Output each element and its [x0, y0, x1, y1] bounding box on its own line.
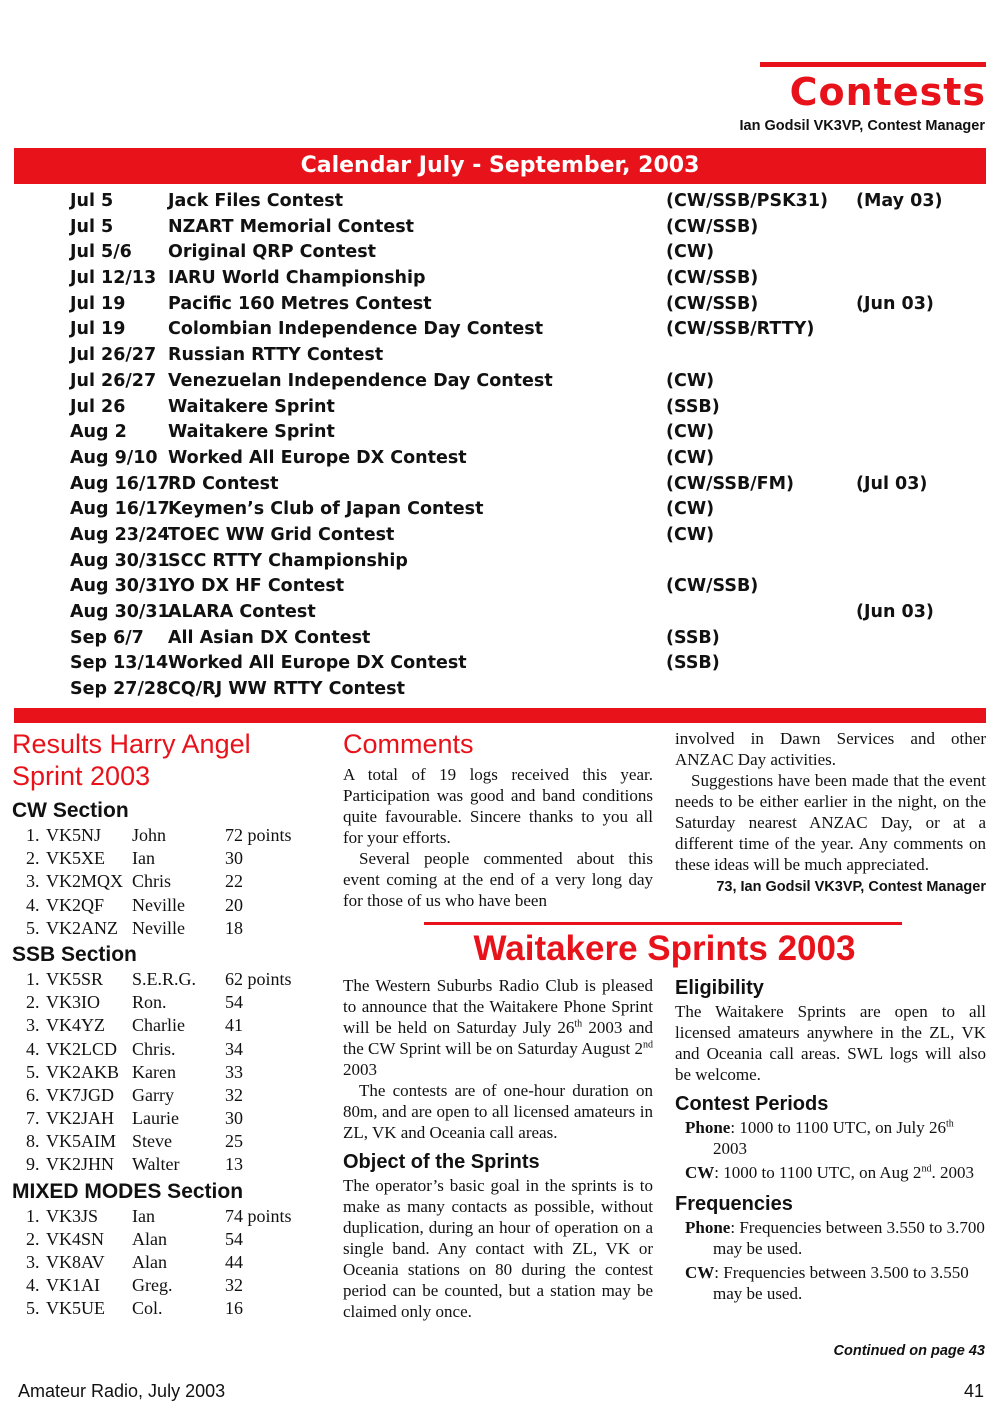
calendar-row [14, 316, 986, 342]
calendar-contest-name: Venezuelan Independence Day Contest [168, 370, 553, 391]
calendar-row [14, 188, 986, 214]
calendar-mode: (CW) [666, 422, 715, 443]
comments-continued [675, 728, 986, 895]
result-name: Chris [132, 871, 172, 892]
footer-publication: Amateur Radio, July 2003 [18, 1381, 226, 1401]
result-callsign: VK2QF [46, 894, 105, 915]
eligibility-text: The Waitakere Sprints are open to all licensed amateurs anywhere in the ZL, VK and Oceania call areas. SWL logs will also be welcome. [675, 1002, 986, 1084]
calendar-contest-name: SCC RTTY Championship [168, 550, 408, 571]
sprints-intro-b: 2003 and the CW Sprint will be on Saturday August 2 [343, 1018, 654, 1058]
result-points: 74 points [225, 1205, 292, 1226]
frequencies-heading: Frequencies [675, 1193, 793, 1215]
calendar-date: Jul 12/13 [70, 268, 157, 289]
eligibility-heading: Eligibility [675, 977, 764, 999]
result-points: 32 [225, 1275, 243, 1296]
comments-paragraph-1: A total of 19 logs received this year. Participation was good and band conditions quite favourable. Sincere thanks to you all for your efforts. [343, 765, 653, 847]
calendar-mode: (CW/SSB/RTTY) [666, 319, 815, 340]
result-name: Chris. [132, 1038, 176, 1059]
result-callsign: VK8AV [46, 1252, 105, 1272]
sprints-intro-sup2: nd [643, 1039, 654, 1051]
calendar-row [14, 419, 986, 445]
result-position: 7. [26, 1108, 40, 1129]
comments-signature: 73, Ian Godsil VK3VP, Contest Manager [716, 879, 986, 895]
calendar-reference: (Jun 03) [856, 602, 934, 622]
calendar-row [14, 625, 986, 651]
result-points: 33 [225, 1061, 243, 1082]
calendar-mode: (CW/SSB) [666, 293, 759, 314]
cw-period [675, 1162, 986, 1183]
result-points: 25 [225, 1131, 243, 1152]
calendar-row [14, 291, 986, 317]
calendar-row [14, 599, 986, 625]
result-name: Walter [132, 1154, 180, 1175]
result-points: 20 [225, 894, 243, 915]
calendar-contest-name: Waitakere Sprint [168, 396, 335, 417]
sprints-intro-c: 2003 [343, 1060, 377, 1079]
result-name: Greg. [132, 1275, 173, 1296]
result-position: 4. [26, 1275, 40, 1296]
result-position: 9. [26, 1154, 40, 1175]
result-name: Ian [132, 1205, 155, 1226]
object-heading: Object of the Sprints [343, 1151, 540, 1173]
calendar-contest-name: All Asian DX Contest [168, 627, 371, 648]
calendar-date: Jul 19 [70, 293, 126, 314]
calendar-bottom-rule [14, 708, 986, 723]
section-header [760, 62, 986, 115]
result-position: 1. [26, 825, 40, 845]
calendar-row [14, 471, 986, 497]
result-callsign: VK3JS [46, 1205, 99, 1226]
calendar-date: Jul 26 [70, 396, 126, 417]
result-points: 54 [225, 992, 243, 1013]
calendar-mode: (CW/SSB) [666, 576, 759, 597]
calendar-row [14, 368, 986, 394]
cw-freq-text: : Frequencies between 3.500 to 3.550 may be used. [713, 1263, 969, 1303]
result-points: 34 [225, 1038, 243, 1059]
result-position: 3. [26, 1015, 40, 1036]
results-row [12, 1130, 332, 1153]
result-callsign: VK2LCD [46, 1038, 117, 1059]
results-row [12, 1014, 332, 1037]
calendar-contest-name: Waitakere Sprint [168, 422, 335, 443]
comments-column [343, 728, 653, 911]
comments-title: Comments [343, 729, 474, 759]
result-position: 5. [26, 917, 40, 938]
calendar-date: Sep 6/7 [70, 627, 144, 648]
result-points: 44 [225, 1252, 243, 1272]
result-callsign: VK3IO [46, 992, 100, 1013]
results-title [12, 728, 332, 792]
calendar-row [14, 445, 986, 471]
results-title-line2: Sprint 2003 [12, 761, 151, 791]
results-row [12, 968, 332, 991]
result-callsign: VK7JGD [46, 1084, 115, 1105]
section-title: Contests [789, 70, 986, 114]
calendar-date: Aug 16/17 [70, 499, 170, 520]
calendar-date: Aug 30/31 [70, 576, 170, 597]
phone-freq-label: Phone [685, 1218, 731, 1237]
comments-paragraph-3: Suggestions have been made that the event needs to be either earlier in the night, on the Saturday nearest ANZAC Day, or at a different time of the year. Any comments on these ideas will be much appreciated. [675, 771, 986, 874]
results-row [12, 1274, 332, 1297]
calendar-mode: (CW) [666, 524, 715, 545]
result-points: 18 [225, 917, 243, 938]
result-name: Steve [132, 1131, 172, 1152]
calendar-contest-name: Jack Files Contest [168, 191, 344, 211]
calendar-mode: (SSB) [666, 627, 720, 648]
result-name: Ron. [132, 992, 167, 1013]
cw-freq-label: CW [685, 1263, 715, 1282]
result-callsign: VK5SR [46, 968, 104, 989]
header-rule [760, 62, 986, 67]
calendar-reference: (Jun 03) [856, 293, 934, 314]
result-callsign: VK2AKB [46, 1061, 120, 1082]
periods-heading: Contest Periods [675, 1093, 829, 1115]
calendar-contest-name: Original QRP Contest [168, 242, 377, 263]
result-name: Neville [132, 917, 185, 938]
result-name: Laurie [132, 1108, 179, 1129]
result-callsign: VK2ANZ [46, 917, 118, 938]
sprints-column-right [675, 975, 986, 1304]
byline: Ian Godsil VK3VP, Contest Manager [739, 118, 985, 134]
results-row [12, 917, 332, 940]
results-row [12, 991, 332, 1014]
result-name: Col. [132, 1298, 163, 1319]
results-title-line1: Results Harry Angel [12, 729, 251, 759]
calendar-row [14, 394, 986, 420]
result-position: 5. [26, 1298, 40, 1319]
results-row [12, 1251, 332, 1274]
calendar-date: Aug 23/24 [70, 524, 170, 545]
calendar-row [14, 265, 986, 291]
results-row [12, 870, 332, 893]
calendar-row [14, 214, 986, 240]
phone-period-label: Phone [685, 1118, 731, 1137]
result-callsign: VK5NJ [46, 825, 102, 845]
result-callsign: VK5XE [46, 848, 105, 869]
sprints-column-left [343, 975, 653, 1322]
comments-paragraph-2-end: involved in Dawn Services and other ANZAC Day activities. [675, 729, 986, 769]
calendar-mode: (SSB) [666, 653, 720, 674]
result-callsign: VK2JAH [46, 1108, 115, 1129]
result-position: 3. [26, 871, 40, 892]
calendar-contest-name: RD Contest [168, 473, 279, 494]
calendar-mode: (CW/SSB/PSK31) [666, 191, 829, 211]
result-position: 2. [26, 1228, 40, 1249]
result-position: 8. [26, 1131, 40, 1152]
result-name: John [132, 825, 167, 845]
calendar-date: Jul 5 [70, 216, 114, 237]
results-section-heading: MIXED MODES Section [12, 1179, 244, 1203]
result-points: 72 points [225, 825, 292, 845]
result-position: 4. [26, 1038, 40, 1059]
results-row [12, 847, 332, 870]
calendar-contest-name: Worked All Europe DX Contest [168, 653, 467, 674]
sprints-duration: The contests are of one-hour duration on 80m, and are open to all licensed amateurs in ZL, VK and Oceania call areas. [343, 1081, 653, 1142]
page-number: 41 [963, 1381, 984, 1401]
result-position: 1. [26, 1205, 40, 1226]
results-row [12, 1153, 332, 1176]
result-callsign: VK4SN [46, 1228, 105, 1249]
result-position: 1. [26, 968, 40, 989]
calendar-date: Aug 16/17 [70, 473, 170, 494]
calendar-row [14, 650, 986, 676]
results-column [12, 728, 332, 1321]
calendar-row [14, 239, 986, 265]
results-row [12, 1038, 332, 1061]
result-callsign: VK2MQX [46, 871, 124, 892]
phone-freq-text: : Frequencies between 3.550 to 3.700 may be used. [713, 1218, 985, 1258]
phone-period [675, 1117, 986, 1159]
calendar-contest-name: YO DX HF Contest [168, 576, 345, 597]
calendar-row [14, 522, 986, 548]
calendar-mode: (CW) [666, 370, 715, 391]
calendar-contest-name: Russian RTTY Contest [168, 345, 384, 366]
result-name: Garry [132, 1084, 174, 1105]
result-name: Karen [132, 1061, 176, 1082]
calendar-row [14, 573, 986, 599]
calendar-mode: (SSB) [666, 396, 720, 417]
calendar-date: Sep 13/14 [70, 653, 169, 674]
result-callsign: VK2JHN [46, 1154, 115, 1175]
object-text: The operator’s basic goal in the sprints is to make as many contacts as possible, without duplication, during an hour of operation on a single band. Any contact with ZL, VK or Oceania stations on 80 during the contest period can be counted, but a station may be claimed only once. [343, 1176, 653, 1321]
result-points: 16 [225, 1298, 243, 1319]
result-position: 3. [26, 1252, 40, 1272]
calendar-row [14, 548, 986, 574]
calendar-contest-name: ALARA Contest [168, 602, 316, 622]
calendar-contest-name: TOEC WW Grid Contest [168, 524, 395, 545]
phone-period-sup: th [946, 1118, 954, 1130]
continued-note: Continued on page 43 [833, 1343, 985, 1359]
calendar-contest-name: IARU World Championship [168, 268, 426, 289]
results-section-heading: CW Section [12, 799, 129, 822]
results-row [12, 824, 332, 847]
results-row [12, 1107, 332, 1130]
calendar-date: Jul 26/27 [70, 345, 157, 366]
calendar-contest-name: Worked All Europe DX Contest [168, 447, 467, 468]
calendar-date: Jul 19 [70, 319, 126, 340]
result-points: 54 [225, 1228, 243, 1249]
phone-period-b: 2003 [713, 1139, 747, 1158]
sprints-title: Waitakere Sprints 2003 [473, 929, 856, 968]
result-points: 30 [225, 1108, 243, 1129]
result-callsign: VK5UE [46, 1298, 105, 1319]
result-name: Alan [132, 1228, 167, 1249]
calendar-date: Jul 5/6 [70, 242, 132, 263]
results-row [12, 1061, 332, 1084]
results-section-heading: SSB Section [12, 942, 137, 966]
cw-frequencies [675, 1262, 986, 1304]
calendar-mode: (CW/SSB/FM) [666, 473, 795, 494]
calendar-row [14, 496, 986, 522]
calendar-contest-name: Keymen’s Club of Japan Contest [168, 499, 484, 520]
result-callsign: VK4YZ [46, 1015, 105, 1036]
sprints-intro-sup1: th [574, 1018, 583, 1030]
result-position: 2. [26, 848, 40, 869]
result-name: S.E.R.G. [132, 968, 197, 989]
result-name: Alan [132, 1252, 167, 1272]
result-callsign: VK5AIM [46, 1131, 116, 1152]
result-points: 32 [225, 1084, 243, 1105]
sprints-intro-a: The Western Suburbs Radio Club is pleased to announce that the Waitakere Phone Sprint will be held on Saturday July 26 [343, 976, 653, 1037]
calendar-date: Aug 2 [70, 422, 127, 443]
calendar-table [14, 188, 986, 702]
calendar-date: Aug 30/31 [70, 602, 170, 622]
results-row [12, 894, 332, 917]
results-row [12, 1084, 332, 1107]
phone-frequencies [675, 1217, 986, 1259]
calendar-reference: (Jul 03) [856, 473, 928, 494]
calendar-date: Sep 27/28 [70, 679, 169, 700]
result-position: 4. [26, 894, 40, 915]
result-name: Ian [132, 848, 155, 869]
calendar-contest-name: Colombian Independence Day Contest [168, 319, 544, 340]
result-name: Charlie [132, 1015, 185, 1036]
cw-period-b: . 2003 [931, 1163, 974, 1182]
calendar-contest-name: Pacific 160 Metres Contest [168, 293, 432, 314]
result-points: 13 [225, 1154, 243, 1175]
calendar-mode: (CW) [666, 499, 715, 520]
results-row [12, 1297, 332, 1320]
calendar-date: Jul 5 [70, 191, 114, 211]
calendar-row [14, 342, 986, 368]
calendar-date: Aug 9/10 [70, 447, 158, 468]
sprints-intro [343, 975, 653, 1080]
cw-period-label: CW [685, 1163, 715, 1182]
calendar-row [14, 676, 986, 702]
results-row [12, 1205, 332, 1228]
result-name: Neville [132, 894, 185, 915]
calendar-contest-name: CQ/RJ WW RTTY Contest [168, 679, 405, 700]
calendar-contest-name: NZART Memorial Contest [168, 216, 415, 237]
result-points: 41 [225, 1015, 243, 1036]
sprints-rule [424, 922, 902, 925]
cw-period-a: : 1000 to 1100 UTC, on Aug 2 [714, 1163, 922, 1182]
calendar-mode: (CW/SSB) [666, 268, 759, 289]
calendar-mode: (CW) [666, 447, 715, 468]
result-position: 5. [26, 1061, 40, 1082]
comments-paragraph-2-start: Several people commented about this event coming at the end of a very long day for those of us who have been [343, 849, 653, 910]
calendar-mode: (CW) [666, 242, 715, 263]
result-points: 62 points [225, 968, 292, 989]
calendar-date: Jul 26/27 [70, 370, 157, 391]
result-position: 2. [26, 992, 40, 1013]
phone-period-a: : 1000 to 1100 UTC, on July 26 [730, 1118, 946, 1137]
result-points: 30 [225, 848, 243, 869]
results-sections [12, 798, 332, 1321]
result-callsign: VK1AI [46, 1275, 100, 1296]
result-points: 22 [225, 871, 243, 892]
calendar-date: Aug 30/31 [70, 550, 170, 571]
cw-period-sup: nd [921, 1163, 932, 1175]
calendar-mode: (CW/SSB) [666, 216, 759, 237]
calendar-title: Calendar July - September, 2003 [14, 148, 986, 184]
calendar-reference: (May 03) [856, 191, 943, 211]
results-row [12, 1228, 332, 1251]
result-position: 6. [26, 1084, 40, 1105]
